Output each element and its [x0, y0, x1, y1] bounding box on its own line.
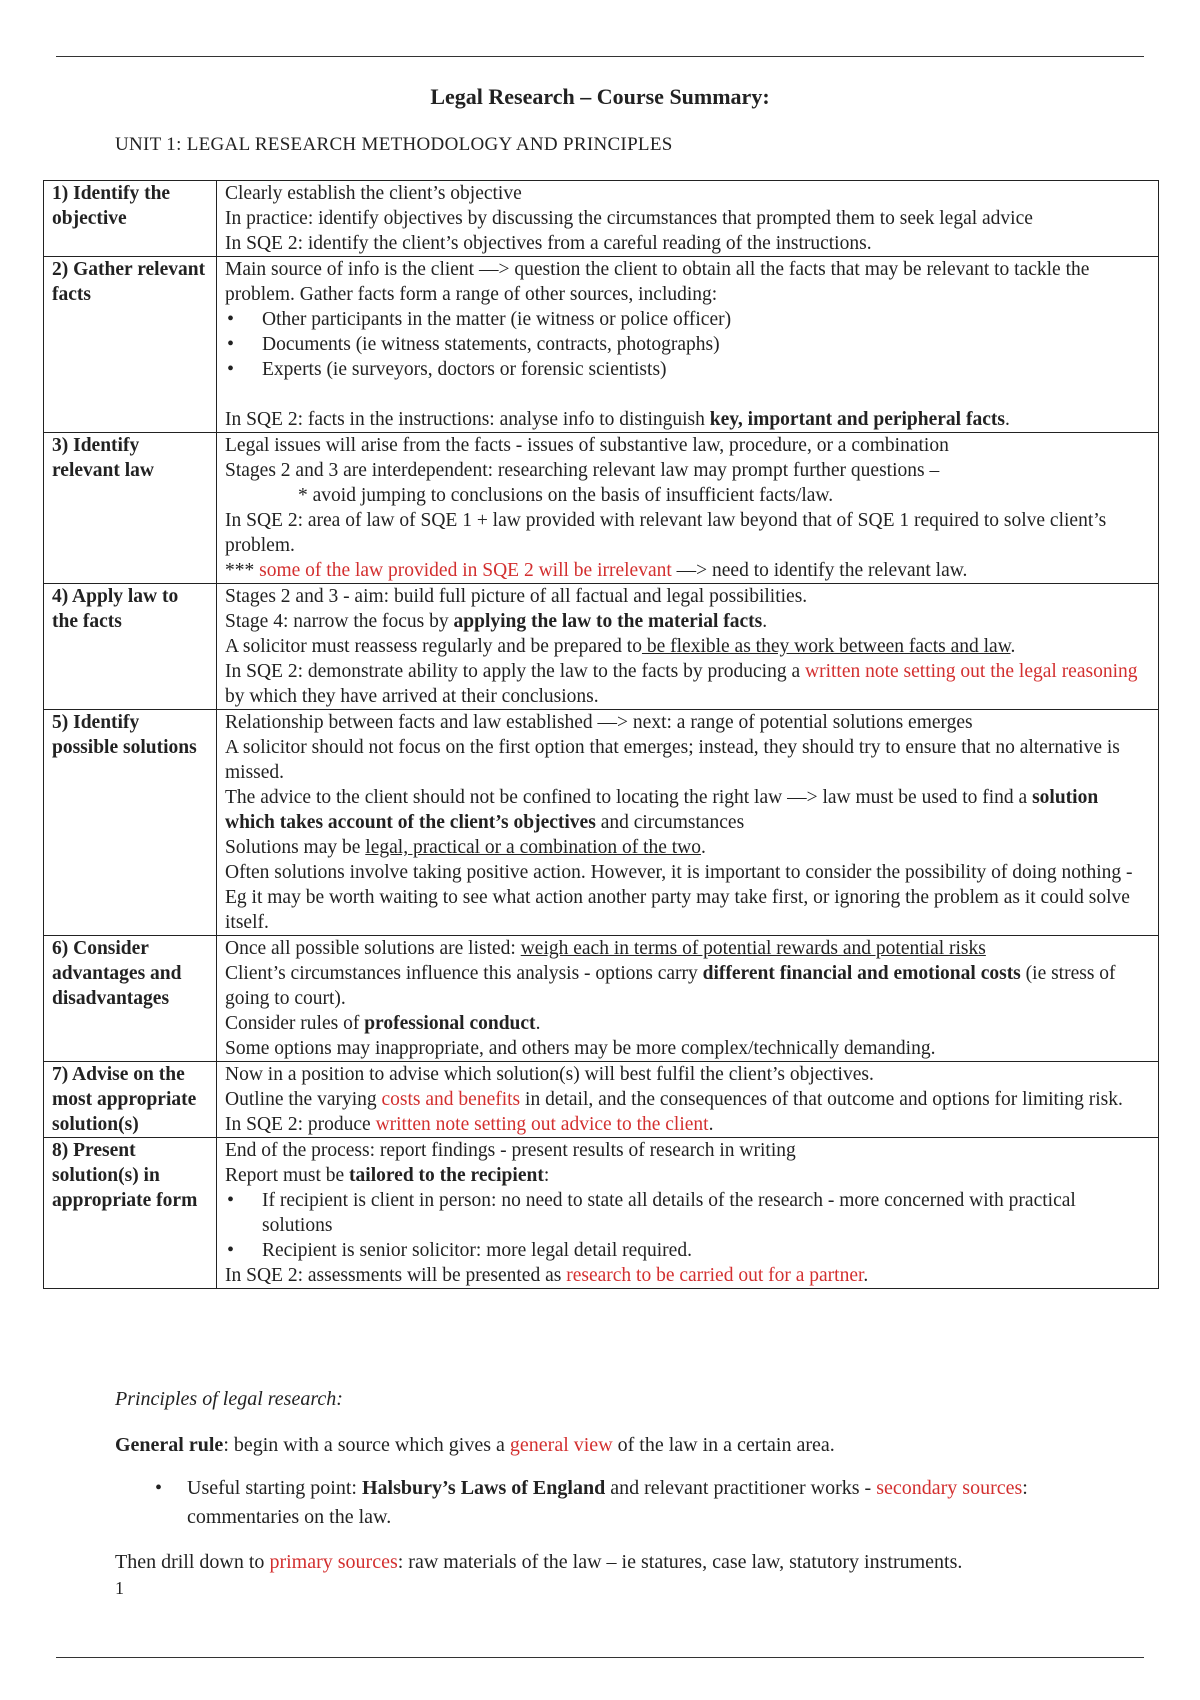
step-content — [217, 1138, 1159, 1289]
step-content — [217, 1062, 1159, 1138]
text-line: * avoid jumping to conclusions on the basis of insufficient facts/law. — [298, 485, 834, 506]
step-label: 1) Identify the objective — [44, 181, 217, 257]
step-content — [217, 257, 1159, 433]
text-line: Stages 2 and 3 are interdependent: researching relevant law may prompt further questions – — [225, 460, 940, 481]
text-line: Report must be tailored to the recipient: — [225, 1165, 550, 1186]
text-line: Outline the varying costs and benefits in detail, and the consequences of that outcome and options for limiting risk. — [225, 1089, 1123, 1110]
list-item: • Recipient is senior solicitor: more legal detail required. — [225, 1238, 1150, 1263]
unit-heading: UNIT 1: LEGAL RESEARCH METHODOLOGY AND PRINCIPLES — [115, 134, 673, 155]
table-row — [44, 710, 1159, 936]
bottom-rule — [56, 1657, 1144, 1658]
top-rule — [56, 56, 1144, 57]
text-line: Solutions may be legal, practical or a combination of the two. — [225, 837, 706, 858]
drill-down-text: Then drill down to primary sources: raw materials of the law – ie statures, case law, statutory instruments. — [115, 1551, 963, 1573]
principles-heading: Principles of legal research: — [115, 1388, 343, 1410]
text-line: A solicitor should not focus on the first option that emerges; instead, they should try to ensure that no alternative is missed. — [225, 737, 1120, 783]
step-label: 2) Gather relevant facts — [44, 257, 217, 433]
list-item: • Other participants in the matter (ie witness or police officer) — [225, 307, 1150, 332]
text-line: A solicitor must reassess regularly and be prepared to be flexible as they work between facts and law. — [225, 636, 1016, 657]
page-title: Legal Research – Course Summary: — [430, 84, 770, 109]
table-row — [44, 936, 1159, 1062]
list-item: • Documents (ie witness statements, contracts, photographs) — [225, 332, 1150, 357]
table-row — [44, 181, 1159, 257]
text-line: In practice: identify objectives by discussing the circumstances that prompted them to seek legal advice — [225, 208, 1033, 229]
table-row — [44, 1062, 1159, 1138]
text-line: In SQE 2: demonstrate ability to apply the law to the facts by producing a written note setting out the legal reasoning by which they have arrived at their conclusions. — [225, 661, 1138, 707]
text-line: Stage 4: narrow the focus by applying the law to the material facts. — [225, 611, 768, 632]
general-rule: General rule: begin with a source which gives a general view of the law in a certain area. — [115, 1434, 835, 1456]
step-content — [217, 584, 1159, 710]
text-line: End of the process: report findings - present results of research in writing — [225, 1140, 796, 1161]
text-line: In SQE 2: assessments will be presented as research to be carried out for a partner. — [225, 1265, 869, 1286]
text-line: Client’s circumstances influence this analysis - options carry different financial and emotional costs (ie stress of going to court). — [225, 963, 1116, 1009]
step-label: 3) Identify relevant law — [44, 433, 217, 584]
table-row — [44, 584, 1159, 710]
page-number: 1 — [115, 1578, 124, 1598]
text-line: Relationship between facts and law established —> next: a range of potential solutions emerges — [225, 712, 973, 733]
step-label: 4) Apply law to the facts — [44, 584, 217, 710]
list-item: • Useful starting point: Halsbury’s Laws of England and relevant practitioner works - secondary sources: commentaries on the law. — [115, 1474, 1067, 1532]
step-content — [217, 710, 1159, 936]
bullet-icon: • — [155, 1477, 163, 1499]
text-line: Some options may inappropriate, and others may be more complex/technically demanding. — [225, 1038, 936, 1059]
table-row — [44, 257, 1159, 433]
table-row — [44, 1138, 1159, 1289]
text-line: Clearly establish the client’s objective — [225, 183, 522, 204]
step-label: 8) Present solution(s) in appropriate form — [44, 1138, 217, 1289]
text-line: *** some of the law provided in SQE 2 will be irrelevant —> need to identify the relevant law. — [225, 560, 968, 581]
step-content — [217, 181, 1159, 257]
text-line: Main source of info is the client —> question the client to obtain all the facts that may be relevant to tackle the problem. Gather facts form a range of other sources, including: — [225, 259, 1090, 305]
text-line: Often solutions involve taking positive action. However, it is important to consider the possibility of doing nothing - Eg it may be worth waiting to see what action another party may take first, or ignoring the problem as it could solve itself. — [225, 862, 1133, 933]
list-item: • Experts (ie surveyors, doctors or forensic scientists) — [225, 357, 1150, 382]
step-label: 7) Advise on the most appropriate solution(s) — [44, 1062, 217, 1138]
text-line: The advice to the client should not be confined to locating the right law —> law must be used to find a solution which takes account of the client’s objectives and circumstances — [225, 787, 1099, 833]
text-line: Now in a position to advise which solution(s) will best fulfil the client’s objectives. — [225, 1064, 874, 1085]
step-label: 6) Consider advantages and disadvantages — [44, 936, 217, 1062]
bullet-list — [225, 307, 1150, 382]
text-line: In SQE 2: facts in the instructions: analyse info to distinguish key, important and peripheral facts. — [225, 409, 1010, 430]
text-line: Once all possible solutions are listed: weigh each in terms of potential rewards and potential risks — [225, 938, 986, 959]
text-line: Consider rules of professional conduct. — [225, 1013, 541, 1034]
steps-table — [43, 180, 1159, 1289]
text-line: Legal issues will arise from the facts - issues of substantive law, procedure, or a combination — [225, 435, 949, 456]
text-line: In SQE 2: produce written note setting out advice to the client. — [225, 1114, 714, 1135]
step-label: 5) Identify possible solutions — [44, 710, 217, 936]
step-content — [217, 433, 1159, 584]
table-row — [44, 433, 1159, 584]
step-content — [217, 936, 1159, 1062]
bullet-list — [225, 1188, 1150, 1263]
text-line: Stages 2 and 3 - aim: build full picture of all factual and legal possibilities. — [225, 586, 808, 607]
text-line: In SQE 2: area of law of SQE 1 + law provided with relevant law beyond that of SQE 1 required to solve client’s problem. — [225, 510, 1107, 556]
list-item: • If recipient is client in person: no need to state all details of the research - more concerned with practical solutions — [225, 1188, 1150, 1238]
text-line: In SQE 2: identify the client’s objectives from a careful reading of the instructions. — [225, 233, 872, 254]
